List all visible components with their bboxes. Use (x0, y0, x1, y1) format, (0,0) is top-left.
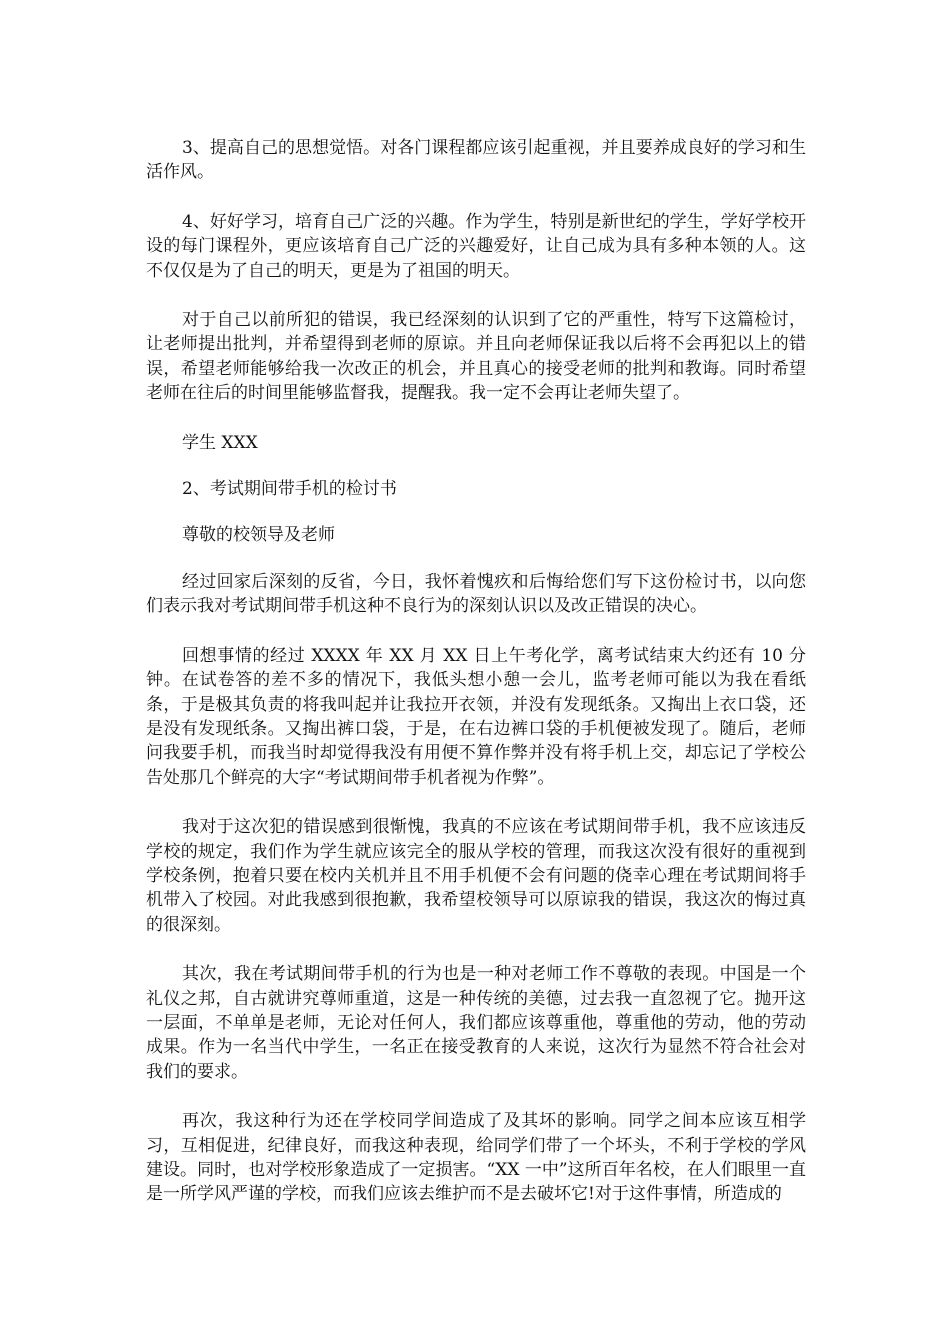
paragraph-respect: 其次，我在考试期间带手机的行为也是一种对老师工作不尊敬的表现。中国是一个礼仪之邦，自古就讲究尊师重道，这是一种传统的美德，过去我一直忽视了它。抛开这一层面，不单单是老师，无论对任何人，我们都应该尊重他，尊重他的劳动，他的劳动成果。作为一名当代中学生，一名正在接受教育的人来说，这次行为显然不符合社会对我们的要求。 (146, 964, 806, 1082)
salutation: 尊敬的校领导及老师 (182, 525, 335, 546)
document-body (146, 136, 806, 1232)
paragraph-remorse: 我对于这次犯的错误感到很惭愧，我真的不应该在考试期间带手机，我不应该违反学校的规定，我们作为学生就应该完全的服从学校的管理，而我这次没有很好的重视到学校条例，抱着只要在校内关机并且不用手机便不会有问题的侥幸心理在考试期间将手机带入了校园。对此我感到很抱歉，我希望校领导可以原谅我的错误，我这次的悔过真的很深刻。 (146, 817, 806, 935)
paragraph-influence: 再次，我这种行为还在学校同学间造成了及其坏的影响。同学之间本应该互相学习，互相促进，纪律良好，而我这种表现，给同学们带了一个坏头，不利于学校的学风建设。同时，也对学校形象造成了一定损害。“XX 一中”这所百年名校，在人们眼里一直是一所学风严谨的学校，而我们应该去维护而不是去破坏它!对于这件事情，所造成的 (146, 1111, 806, 1205)
paragraph-point-3: 3、提高自己的思想觉悟。对各门课程都应该引起重视，并且要养成良好的学习和生活作风。 (146, 138, 806, 183)
paragraph-apology: 对于自己以前所犯的错误，我已经深刻的认识到了它的严重性，特写下这篇检讨，让老师提出批判，并希望得到老师的原谅。并且向老师保证我以后将不会再犯以上的错误，希望老师能够给我一次改正的机会，并且真心的接受老师的批判和教诲。同时希望老师在往后的时间里能够监督我，提醒我。我一定不会再让老师失望了。 (146, 310, 806, 404)
signature-line: 学生 XXX (182, 432, 258, 453)
paragraph-recount: 回想事情的经过 XXXX 年 XX 月 XX 日上午考化学，离考试结束大约还有 10 分钟。在试卷答的差不多的情况下，我低头想小憩一会儿，监考老师可能以为我在看纸条，于是极其负责的将我叫起并让我拉开衣领，并没有发现纸条。又掏出上衣口袋，还是没有发现纸条。又掏出裤口袋，于是，在右边裤口袋的手机便被发现了。随后，老师问我要手机，而我当时却觉得我没有用便不算作弊并没有将手机上交，却忘记了学校公告处那几个鲜亮的大字“考试期间带手机者视为作弊”。 (146, 645, 806, 788)
paragraph-point-4: 4、好好学习，培育自己广泛的兴趣。作为学生，特别是新世纪的学生，学好学校开设的每门课程外，更应该培育自己广泛的兴趣爱好，让自己成为具有多种本领的人。这不仅仅是为了自己的明天，更是为了祖国的明天。 (146, 211, 806, 281)
section-heading: 2、考试期间带手机的检讨书 (182, 479, 397, 500)
paragraph-intro: 经过回家后深刻的反省，今日，我怀着愧疚和后悔给您们写下这份检讨书，以向您们表示我对考试期间带手机这种不良行为的深刻认识以及改正错误的决心。 (146, 571, 806, 617)
